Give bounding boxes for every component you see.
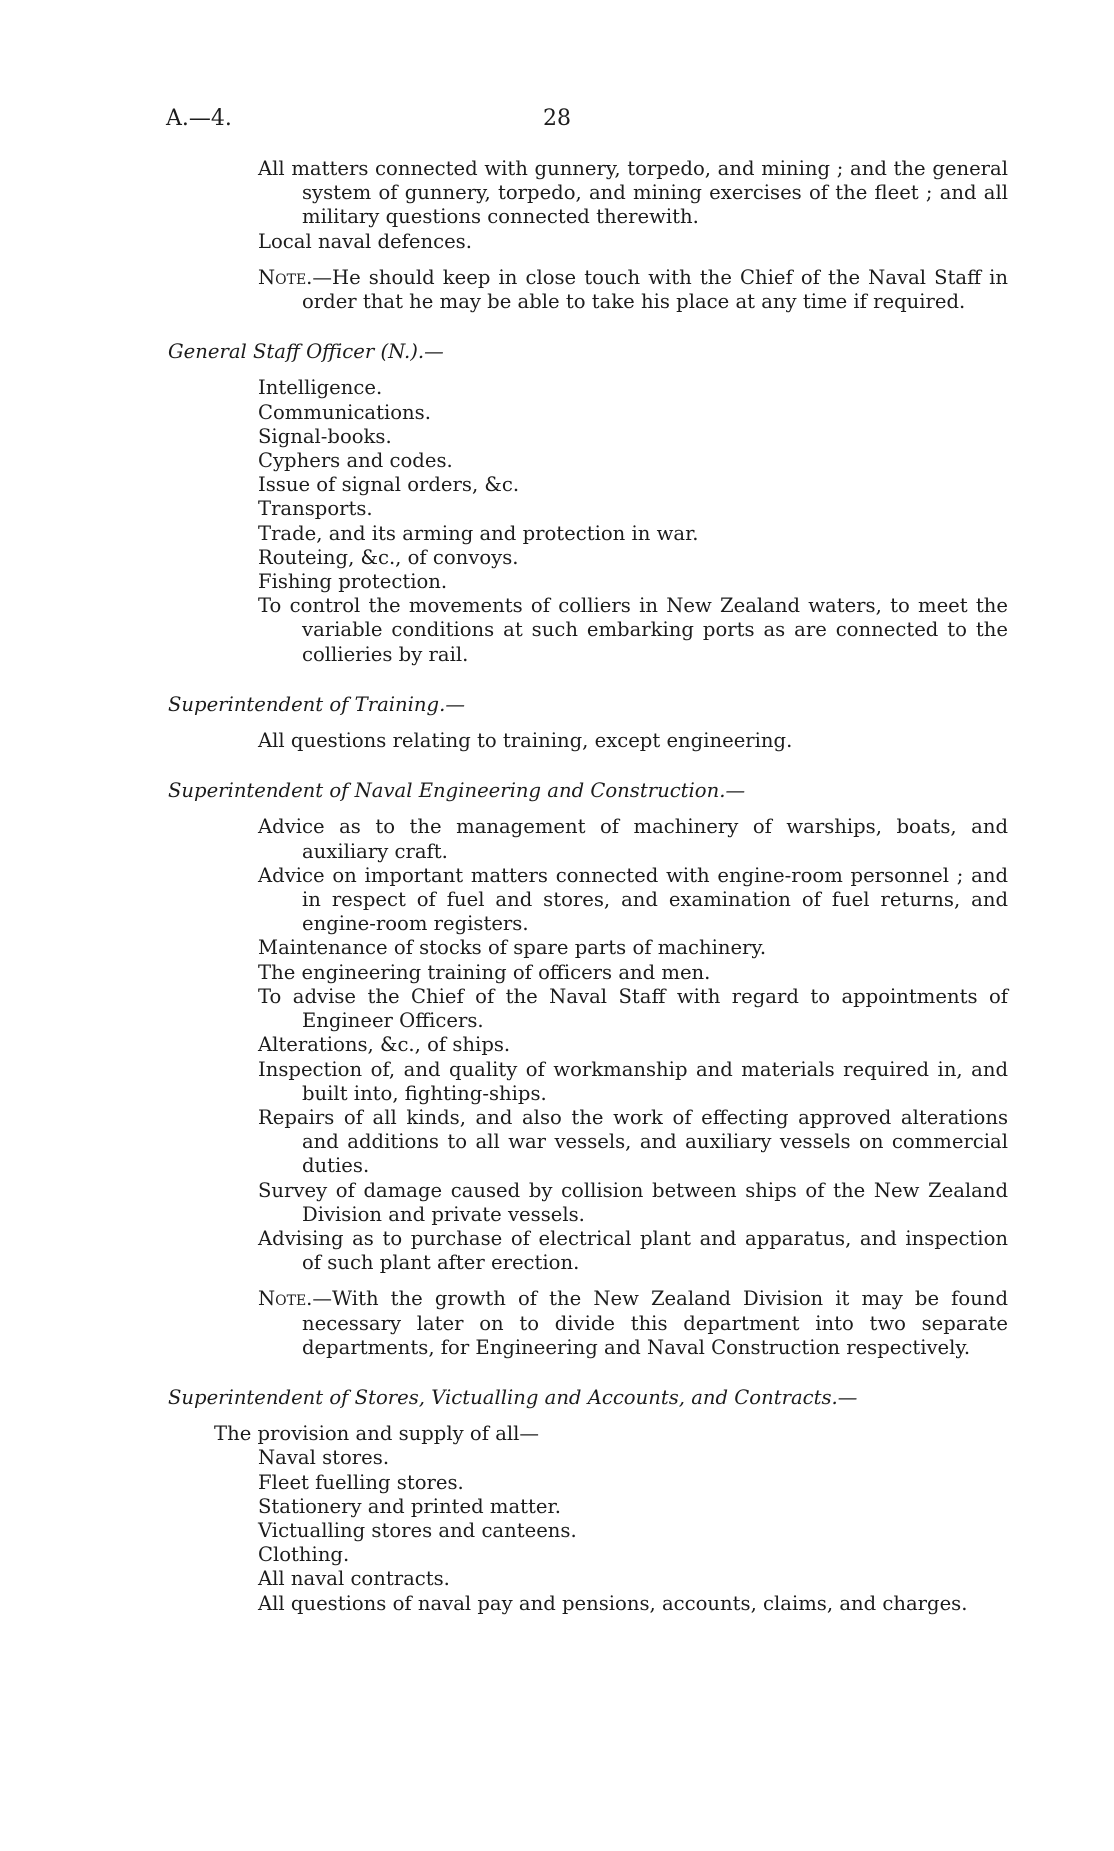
list-item: Naval stores. [258, 1446, 390, 1470]
section-heading: Superintendent of Naval Engineering and Construction.— [168, 779, 746, 803]
list-item: Fleet fuelling stores. [258, 1470, 464, 1494]
note-text: —He should keep in close touch with the Chief of the Naval Staff in order that he may be able to take his place at any time if required. [302, 265, 1008, 314]
list-item: Repairs of all kinds, and also the work of effecting approved alterations and additions to all war vessels, and auxiliary vessels on commercial duties. [258, 1105, 1008, 1178]
section-lead: The provision and supply of all— [214, 1422, 539, 1446]
list-item: Issue of signal orders, &c. [258, 473, 520, 497]
page-number: 28 [543, 106, 571, 131]
list-item: Inspection of, and quality of workmanship and materials required in, and built into, fighting-ships. [258, 1057, 1008, 1105]
list-item: Trade, and its arming and protection in war. [258, 521, 699, 545]
list-item: Alterations, &c., of ships. [258, 1033, 511, 1057]
list-item: Survey of damage caused by collision between ships of the New Zealand Division and private vessels. [258, 1178, 1008, 1226]
document-body [168, 157, 1008, 1616]
section-heading: Superintendent of Training.— [168, 692, 465, 716]
section-heading: General Staff Officer (N.).— [168, 340, 444, 364]
note-paragraph [258, 1287, 1008, 1360]
note-label: Note. [258, 265, 313, 289]
list-item: Transports. [258, 497, 373, 521]
document-reference: A.—4. [166, 106, 232, 131]
list-item: To advise the Chief of the Naval Staff with regard to appointments of Engineer Officers. [258, 984, 1008, 1033]
note-paragraph [258, 266, 1008, 314]
list-item: The engineering training of officers and men. [258, 960, 711, 984]
note-text: —With the growth of the New Zealand Division it may be found necessary later on to divide this department into two separate departments, for Engineering and Naval Construction respectively. [302, 1287, 1008, 1359]
list-item: All naval contracts. [258, 1567, 450, 1591]
list-item: Advising as to purchase of electrical plant and apparatus, and inspection of such plant after erection. [258, 1226, 1008, 1275]
list-item: Fishing protection. [258, 570, 448, 594]
list-item: Cyphers and codes. [258, 449, 453, 473]
list-item: Advice on important matters connected with engine-room personnel ; and in respect of fuel and stores, and examination of fuel returns, and engine-room registers. [258, 863, 1008, 936]
list-item: All matters connected with gunnery, torpedo, and mining ; and the general system of gunnery, torpedo, and mining exercises of the fleet ; and all military questions connected therewith. [258, 157, 1008, 229]
list-item: Routeing, &c., of convoys. [258, 545, 519, 569]
list-item: Signal-books. [258, 424, 392, 448]
list-item: Victualling stores and canteens. [258, 1518, 577, 1542]
list-item: Local naval defences. [258, 229, 472, 253]
list-item: All questions of naval pay and pensions, accounts, claims, and charges. [258, 1591, 968, 1615]
list-item: Maintenance of stocks of spare parts of machinery. [258, 936, 767, 960]
section-heading: Superintendent of Stores, Victualling and Accounts, and Contracts.— [168, 1385, 858, 1409]
list-item: Clothing. [258, 1543, 350, 1567]
list-item: All questions relating to training, except engineering. [258, 729, 793, 753]
list-item: To control the movements of colliers in New Zealand waters, to meet the variable conditions at such embarking ports as are connected to the collieries by rail. [258, 594, 1008, 666]
list-item: Communications. [258, 400, 431, 424]
list-item: Intelligence. [258, 376, 383, 400]
list-item: Advice as to the management of machinery of warships, boats, and auxiliary craft. [258, 815, 1008, 863]
list-item: Stationery and printed matter. [258, 1494, 561, 1518]
note-label: Note. [258, 1287, 313, 1311]
